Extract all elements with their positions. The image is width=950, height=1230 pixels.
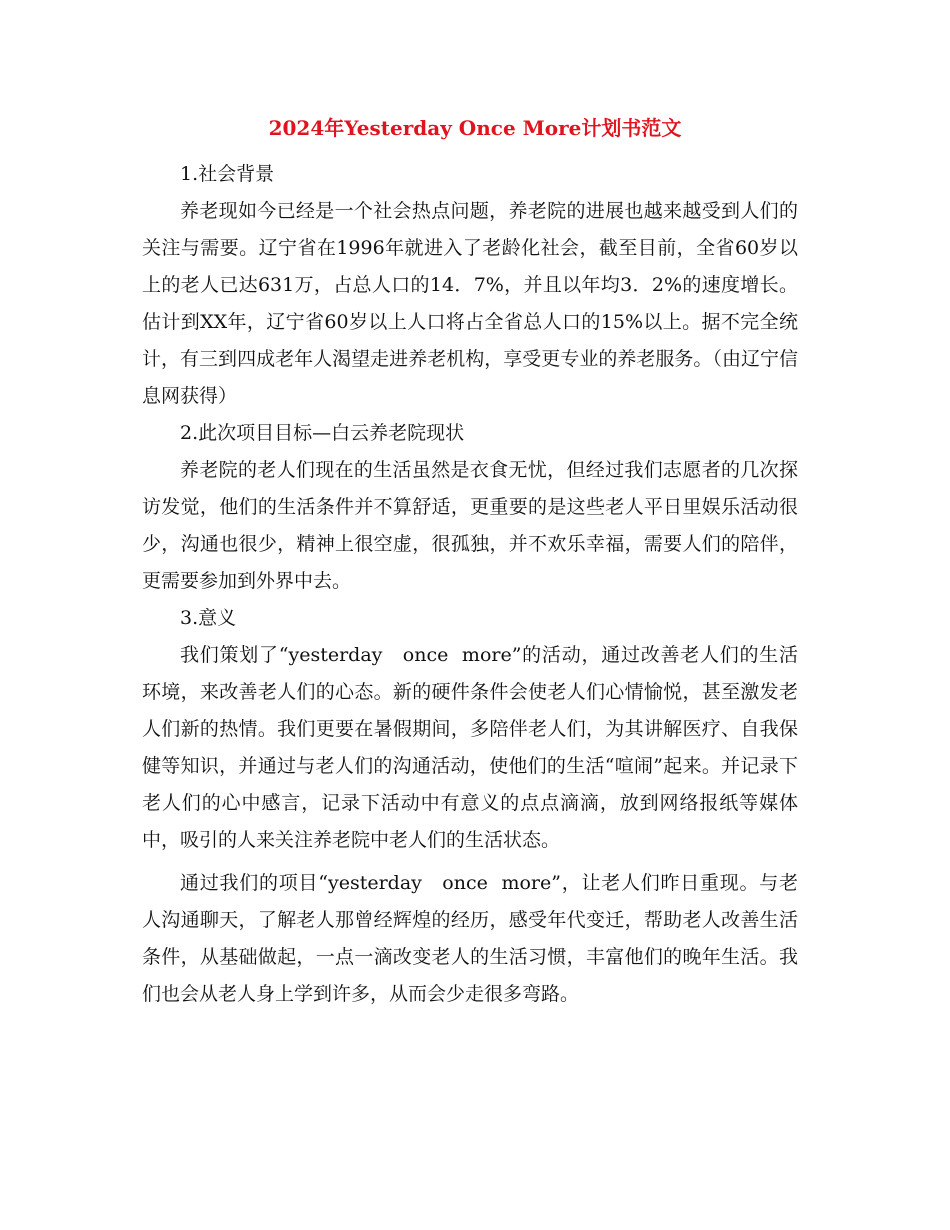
paragraph-significance: 我们策划了“yesterday once more”的活动，通过改善老人们的生活环境，来改善老人们的心态。新的硬件条件会使老人们心情愉悦，甚至激发老人们新的热情。我们更要在暑假期间，多陪伴老人们，为其讲解医疗、自我保健等知识，并通过与老人们的沟通活动，使他们的生活“喧闹”起来。并记录下老人们的心中感言，记录下活动中有意义的点点滴滴，放到网络报纸等媒体中，吸引的人来关注养老院中老人们的生活状态。 — [142, 644, 798, 851]
heading-project-goal: 2.此次项目目标—白云养老院现状 — [180, 422, 465, 444]
paragraph-social-background: 养老现如今已经是一个社会热点问题，养老院的进展也越来越受到人们的关注与需要。辽宁省在1996年就进入了老龄化社会，截至目前，全省60岁以上的老人已达631万，占总人口的14．7%，并且以年均3．2%的速度增长。估计到XX年，辽宁省60岁以上人口将占全省总人口的15%以上。据不完全统计，有三到四成老年人渴望走进养老机构，享受更专业的养老服务。（由辽宁信息网获得） — [142, 200, 798, 407]
paragraph-project-summary: 通过我们的项目“yesterday once more”，让老人们昨日重现。与老人沟通聊天，了解老人那曾经辉煌的经历，感受年代变迁，帮助老人改善生活条件，从基础做起，一点一滴改变老人的生活习惯，丰富他们的晚年生活。我们也会从老人身上学到许多，从而会少走很多弯路。 — [142, 872, 798, 1005]
paragraph-project-goal: 养老院的老人们现在的生活虽然是衣食无忧，但经过我们志愿者的几次探访发觉，他们的生活条件并不算舒适，更重要的是这些老人平日里娱乐活动很少，沟通也很少，精神上很空虚，很孤独，并不欢乐幸福，需要人们的陪伴，更需要参加到外界中去。 — [142, 459, 798, 592]
heading-significance: 3.意义 — [180, 607, 237, 629]
heading-social-background: 1.社会背景 — [180, 163, 275, 185]
document-title: 2024年Yesterday Once More计划书范文 — [268, 116, 682, 140]
document-body — [142, 156, 798, 1013]
